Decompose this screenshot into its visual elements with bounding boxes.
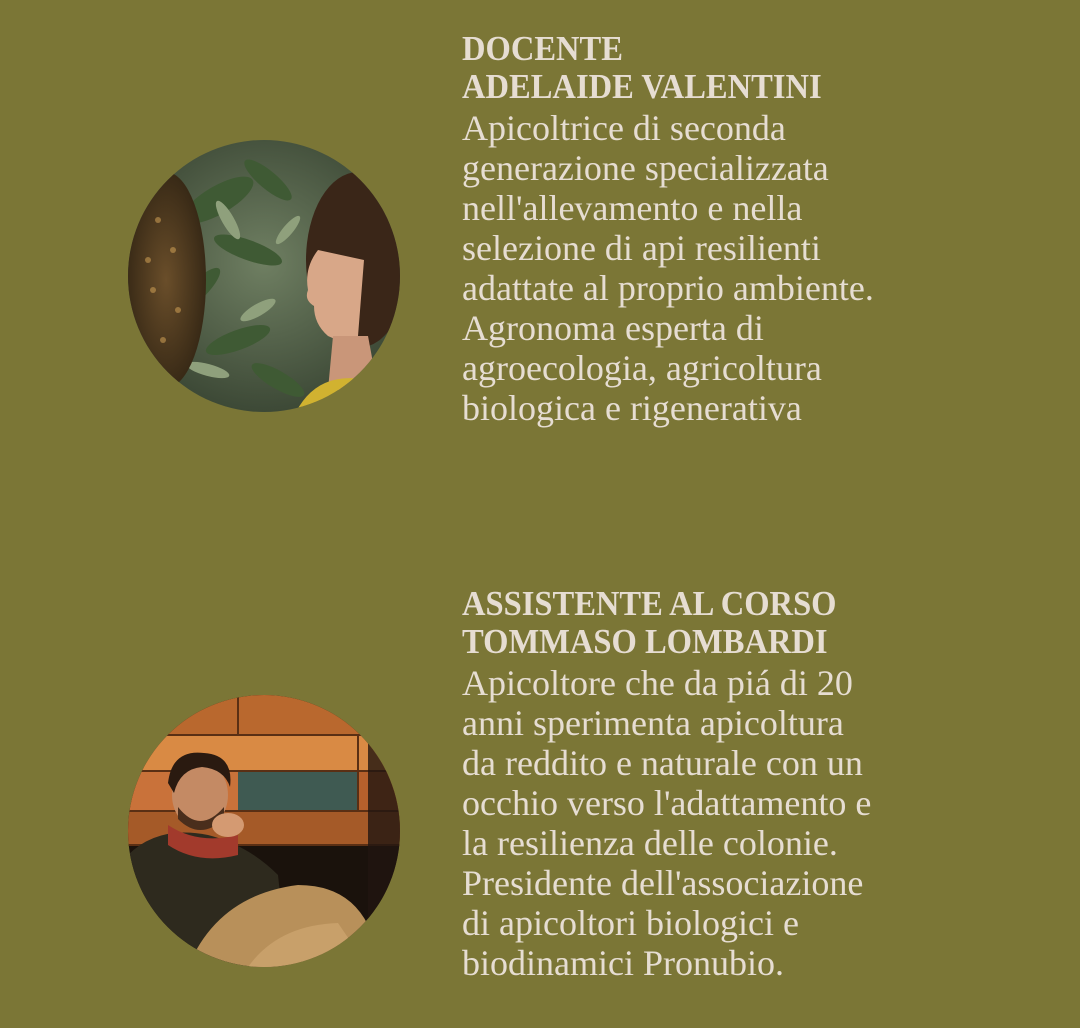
beekeeper-woman-portrait-icon (128, 140, 400, 412)
profile-photo-adelaide (128, 140, 400, 412)
profile-text-docente (462, 30, 1062, 428)
profile-card-docente (0, 0, 1080, 480)
profile-bio: Apicoltore che da piá di 20 anni sperimenta apicoltura da reddito e naturale con un occhio verso l'adattamento e la resilienza delle colonie. Presidente dell'associazione di apicoltori biologici e biodinamici Pronubio. (462, 663, 872, 983)
profile-card-assistente (0, 560, 1080, 1028)
profile-text-assistente (462, 585, 1062, 983)
profile-bio: Apicoltrice di seconda generazione specializzata nell'allevamento e nella selezione di api resilienti adattate al proprio ambiente. Agronoma esperta di agroecologia, agricoltura biologica e rigenerativa (462, 108, 874, 428)
profile-name: TOMMASO LOMBARDI (462, 622, 828, 661)
profile-photo-tommaso (128, 695, 400, 967)
profile-role: DOCENTE (462, 29, 623, 68)
beekeeper-man-portrait-icon (128, 695, 400, 967)
profile-role: ASSISTENTE AL CORSO (462, 584, 837, 623)
profile-name: ADELAIDE VALENTINI (462, 67, 822, 106)
